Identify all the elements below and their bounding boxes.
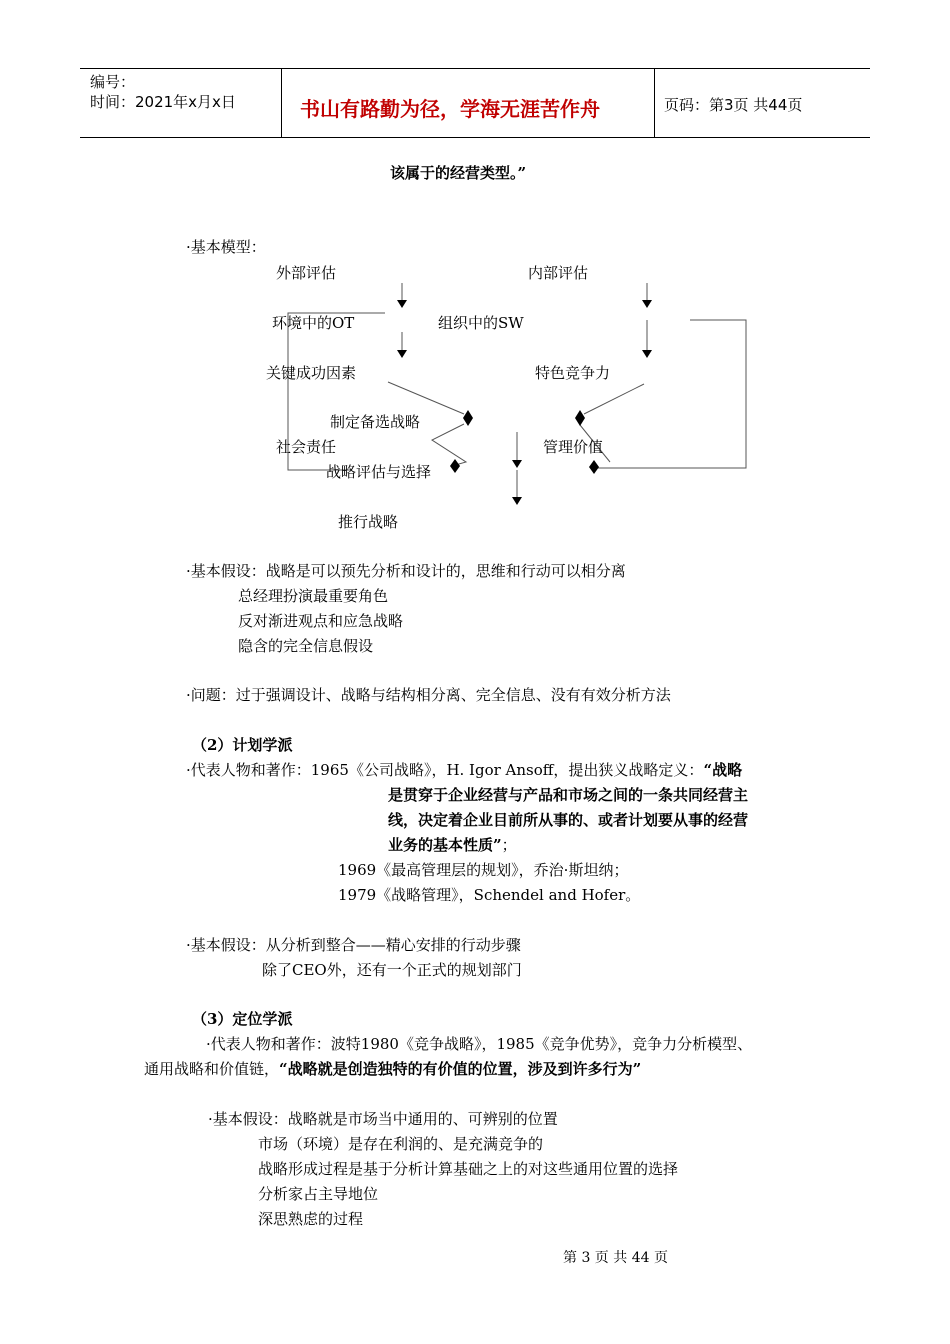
planning-assumption: ·基本假设：从分析到整合——精心安排的行动步骤	[186, 936, 521, 954]
planning-quote-start: “战略	[703, 761, 743, 779]
positioning-point: 战略形成过程是基于分析计算基础之上的对这些通用位置的选择	[258, 1160, 679, 1178]
continued-line: 该属于的经营类型。”	[390, 164, 527, 182]
node-env-ot: 环境中的OT	[272, 314, 355, 332]
planning-quote-line: 业务的基本性质”	[388, 836, 502, 854]
design-assumption: ·基本假设：战略是可以预先分析和设计的，思维和行动可以相分离	[186, 562, 626, 580]
positioning-point: 深思熟虑的过程	[258, 1210, 364, 1228]
design-point: 隐含的完全信息假设	[238, 637, 374, 655]
positioning-quote: “战略就是创造独特的有价值的位置，涉及到许多行为”	[279, 1060, 642, 1078]
node-mgmt-values: 管理价值	[543, 438, 604, 456]
node-org-sw: 组织中的SW	[438, 314, 524, 332]
header-page-info: 页码：第3页 共44页	[664, 96, 803, 114]
positioning-assumption: ·基本假设：战略就是市场当中通用的、可辨别的位置	[208, 1110, 558, 1128]
planning-work: 1979《战略管理》，Schendel and Hofer。	[338, 886, 641, 904]
planning-rep-lead: ·代表人物和著作：1965《公司战略》，H. Igor Ansoff，提出狭义战略定义：	[186, 761, 704, 779]
positioning-point: 市场（环境）是存在利润的、是充满竞争的	[258, 1135, 544, 1153]
positioning-point: 分析家占主导地位	[258, 1185, 379, 1203]
positioning-rep-line-1: ·代表人物和著作：波特1980《竞争战略》，1985《竞争优势》，竞争力分析模型、	[206, 1035, 753, 1053]
planning-quote-end-line	[388, 834, 517, 855]
node-internal-eval: 内部评估	[528, 264, 589, 282]
header-motto: 书山有路勤为径，学海无涯苦作舟	[300, 97, 600, 121]
diagram-heading: ·基本模型：	[186, 238, 266, 256]
node-competence: 特色竞争力	[535, 364, 611, 382]
design-problem: ·问题：过于强调设计、战略与结构相分离、完全信息、没有有效分析方法	[186, 686, 671, 704]
planning-work: 1969《最高管理层的规划》，乔治·斯坦纳；	[338, 861, 629, 879]
header-time-label: 时间：2021年x月x日	[90, 93, 236, 111]
node-key-factors: 关键成功因素	[266, 364, 357, 382]
node-evaluate: 战略评估与选择	[326, 463, 432, 481]
planning-rep-line	[186, 759, 742, 780]
strategy-model-diagram	[0, 0, 950, 560]
positioning-title: （3）定位学派	[192, 1010, 293, 1028]
planning-title: （2）计划学派	[192, 736, 293, 754]
planning-quote-line: 是贯穿于企业经营与产品和市场之间的一条共同经营主	[388, 786, 749, 804]
positioning-rep-line-2	[144, 1058, 641, 1079]
node-external-eval: 外部评估	[276, 264, 337, 282]
design-point: 反对渐进观点和应急战略	[238, 612, 404, 630]
node-social: 社会责任	[276, 438, 337, 456]
positioning-rep-plain: 通用战略和价值链，	[144, 1060, 280, 1078]
planning-quote-line: 线，决定着企业目前所从事的、或者计划要从事的经营	[388, 811, 749, 829]
page-footer: 第 3 页 共 44 页	[563, 1250, 668, 1266]
node-implement: 推行战略	[338, 513, 399, 531]
header-number-label: 编号：	[90, 73, 136, 91]
planning-quote-tail: ；	[501, 836, 517, 854]
design-point: 总经理扮演最重要角色	[238, 587, 389, 605]
planning-assumption-2: 除了CEO外，还有一个正式的规划部门	[262, 961, 522, 979]
node-formulate: 制定备选战略	[330, 413, 421, 431]
